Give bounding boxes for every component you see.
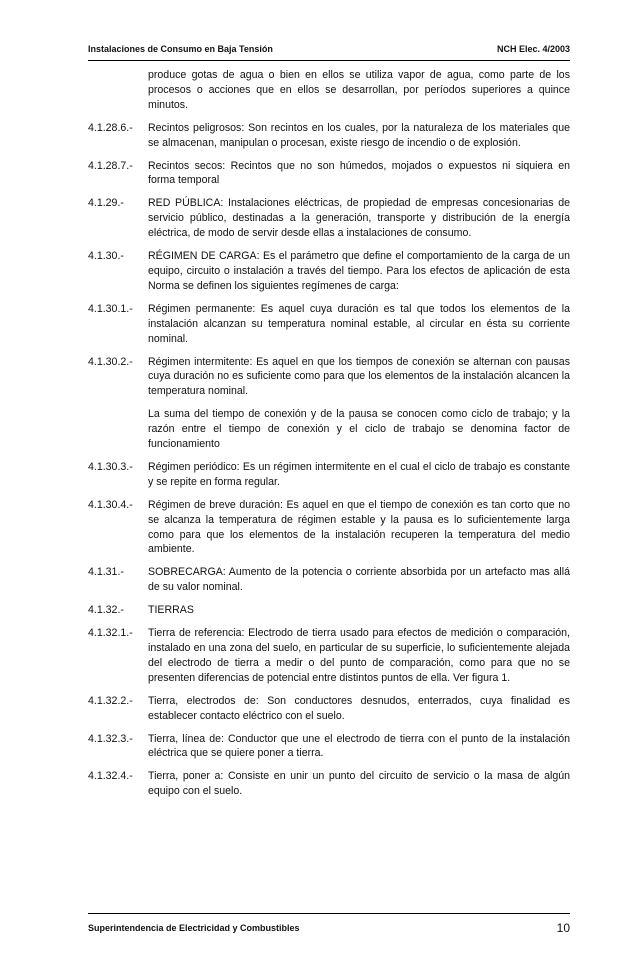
page-number: 10	[556, 921, 570, 935]
clause-4-1-32	[88, 603, 570, 618]
clause-text: SOBRECARGA: Aumento de la potencia o corriente absorbida por un artefacto mas allá de su valor nominal.	[148, 566, 570, 594]
clause-4-1-31	[88, 565, 570, 595]
clause-number: 4.1.30.3.-	[88, 460, 133, 473]
clause-4-1-29	[88, 196, 570, 241]
clause-text: produce gotas de agua o bien en ellos se utiliza vapor de agua, como parte de los procesos o acciones que en ellos se desarrollan, por períodos superiores a quince minutos.	[148, 69, 570, 111]
page-header	[88, 44, 570, 58]
clause-4-1-30	[88, 249, 570, 294]
clause-text: Régimen intermitente: Es aquel en que los tiempos de conexión se alternan con pausas cuya duración no es suficiente como para que los elementos de la instalación alcancen la temperatura nominal.	[148, 355, 570, 398]
document-body	[88, 68, 570, 807]
clause-4-1-32-1	[88, 626, 570, 686]
clause-number: 4.1.30.-	[88, 250, 124, 263]
clause-text: RÉGIMEN DE CARGA: Es el parámetro que define el comportamiento de la carga de un equipo, circuito o instalación a través del tiempo. Para los efectos de aplicación de esta Norma se definen los siguientes regímenes de carga:	[148, 250, 570, 292]
clause-text: La suma del tiempo de conexión y de la pausa se conocen como ciclo de trabajo; y la razón entre el tiempo de conexión y el ciclo de trabajo se denomina factor de funcionamiento	[148, 408, 570, 451]
clause-text: TIERRAS	[148, 604, 194, 617]
header-standard-code: NCH Elec. 4/2003	[496, 44, 570, 54]
clause-number: 4.1.32.4.-	[88, 770, 133, 783]
clause-number: 4.1.29.-	[88, 197, 124, 210]
paragraph-continuation	[88, 68, 570, 113]
clause-number: 4.1.31.-	[88, 566, 124, 579]
footer-divider	[88, 913, 570, 914]
clause-number: 4.1.32.1.-	[88, 627, 133, 640]
page-footer	[88, 921, 570, 937]
clause-text: Recintos peligrosos: Son recintos en los cuales, por la naturaleza de los materiales que se almacenan, manipulan o procesan, existe riesgo de incendio o de explosión.	[148, 121, 570, 149]
clause-text: Tierra, línea de: Conductor que une el electrodo de tierra con el punto de la instalación eléctrica que se quiere poner a tierra.	[148, 732, 570, 760]
clause-4-1-28-6	[88, 121, 570, 151]
clause-number: 4.1.32.-	[88, 604, 124, 617]
clause-4-1-30-2	[88, 355, 570, 400]
paragraph-continuation	[88, 407, 570, 452]
clause-4-1-30-1	[88, 302, 570, 347]
clause-4-1-32-4	[88, 769, 570, 799]
clause-text: Régimen periódico: Es un régimen intermitente en el cual el ciclo de trabajo es constante y se repite en forma regular.	[148, 460, 570, 488]
header-document-title: Instalaciones de Consumo en Baja Tensión	[88, 44, 273, 54]
clause-text: Recintos secos: Recintos que no son húmedos, mojados o expuestos ni siquiera en forma temporal	[148, 159, 570, 187]
clause-4-1-32-3	[88, 732, 570, 762]
footer-organization: Superintendencia de Electricidad y Combustibles	[88, 923, 300, 933]
clause-text: Tierra de referencia: Electrodo de tierra usado para efectos de medición o comparación, instalado en una zona del suelo, en particular de su superficie, lo suficientemente alejada del electrodo de tierra a medir o del punto de comparación, como para que no se presenten diferencias de potencial entre distintos puntos de ella. Ver figura 1.	[148, 627, 570, 684]
clause-4-1-30-4	[88, 498, 570, 558]
clause-number: 4.1.28.7.-	[88, 159, 133, 172]
clause-text: Régimen de breve duración: Es aquel en que el tiempo de conexión es tan corto que no se alcanza la temperatura de régimen estable y la pausa es lo suficientemente larga como para que los elementos de la instalación recuperen la temperatura del medio ambiente.	[148, 498, 570, 556]
clause-4-1-32-2	[88, 694, 570, 724]
header-divider	[88, 60, 570, 61]
clause-number: 4.1.30.1.-	[88, 302, 133, 315]
clause-text: RED PÚBLICA: Instalaciones eléctricas, de propiedad de empresas concesionarias de servicio público, destinadas a la generación, transporte y distribución de la energía eléctrica, de modo de servir desde ellas a instalaciones de consumo.	[148, 197, 570, 240]
clause-number: 4.1.28.6.-	[88, 121, 133, 134]
clause-text: Tierra, electrodos de: Son conductores desnudos, enterrados, cuya finalidad es establecer contacto eléctrico con el suelo.	[148, 694, 570, 722]
clause-text: Tierra, poner a: Consiste en unir un punto del circuito de servicio o la masa de algún equipo con el suelo.	[148, 770, 570, 798]
clause-text: Régimen permanente: Es aquel cuya duración es tal que todos los elementos de la instalación alcanzan su temperatura nominal estable, al circular en ésta su corriente nominal.	[148, 302, 570, 345]
clause-number: 4.1.32.3.-	[88, 732, 133, 745]
clause-number: 4.1.32.2.-	[88, 694, 133, 707]
clause-4-1-28-7	[88, 159, 570, 189]
clause-4-1-30-3	[88, 460, 570, 490]
clause-number: 4.1.30.4.-	[88, 498, 133, 511]
clause-number: 4.1.30.2.-	[88, 355, 133, 368]
